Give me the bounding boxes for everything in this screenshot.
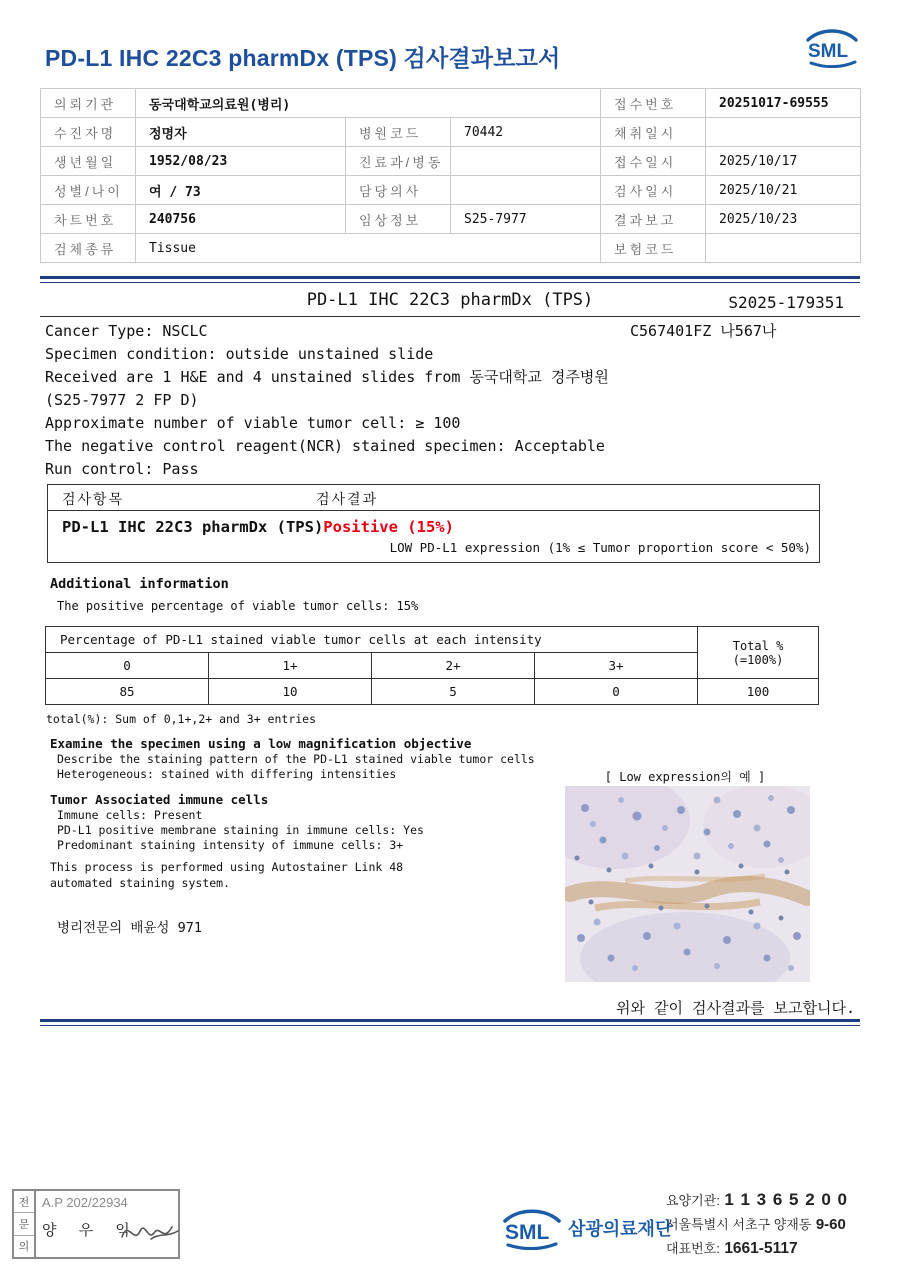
report-line: Approximate number of viable tumor cell: ≥ 100 xyxy=(45,414,461,432)
sml-logo-text: SML xyxy=(808,41,849,62)
info-row xyxy=(41,118,861,147)
immune-line: Predominant staining intensity of immune cells: 3+ xyxy=(57,838,404,852)
stamp-body xyxy=(36,1191,178,1257)
specimen-number: S2025-179351 xyxy=(728,293,844,312)
examine-line: Heterogeneous: stained with differing intensities xyxy=(57,767,397,781)
info-value: 2025/10/23 xyxy=(706,205,861,234)
section-title: PD-L1 IHC 22C3 pharmDx (TPS) xyxy=(306,290,594,310)
immune-line: Immune cells: Present xyxy=(57,808,203,822)
info-label: 보험코드 xyxy=(601,234,706,263)
info-row xyxy=(41,147,861,176)
info-label: 검체종류 xyxy=(41,234,136,263)
info-label: 병원코드 xyxy=(346,118,451,147)
image-caption: [ Low expression의 예 ] xyxy=(604,770,766,784)
info-row xyxy=(41,234,861,263)
report-line xyxy=(45,320,860,343)
sml-footer-logo-icon xyxy=(500,1206,564,1250)
intensity-header-row xyxy=(46,627,819,653)
intensity-value: 5 xyxy=(372,679,535,705)
stamp-vertical-label: 전 문 의 xyxy=(14,1191,36,1257)
info-label: 수진자명 xyxy=(41,118,136,147)
intensity-value: 0 xyxy=(535,679,698,705)
intensity-value: 10 xyxy=(209,679,372,705)
report-line: The negative control reagent(NCR) stained specimen: Acceptable xyxy=(45,437,605,455)
info-label: 채취일시 xyxy=(601,118,706,147)
intensity-header: Percentage of PD-L1 stained viable tumor cells at each intensity xyxy=(46,627,698,653)
phone-number: 1661-5117 xyxy=(724,1240,798,1257)
immune-line: PD-L1 positive membrane staining in immune cells: Yes xyxy=(57,823,424,837)
intensity-scale: 3+ xyxy=(535,653,698,679)
info-value: 70442 xyxy=(451,118,601,147)
info-row xyxy=(41,205,861,234)
report-line: (S25-7977 2 FP D) xyxy=(45,391,199,409)
info-value: Tissue xyxy=(136,234,601,263)
cancer-type: Cancer Type: NSCLC xyxy=(45,322,208,340)
total-header: Total % (=100%) xyxy=(698,627,819,679)
page-title: PD-L1 IHC 22C3 pharmDx (TPS) 검사결과보고서 xyxy=(45,45,561,71)
info-label: 성별/나이 xyxy=(41,176,136,205)
info-label: 검사일시 xyxy=(601,176,706,205)
test-name: PD-L1 IHC 22C3 pharmDx (TPS) xyxy=(62,518,324,536)
info-label: 접수번호 xyxy=(601,89,706,118)
info-value: 정명자 xyxy=(136,118,346,147)
sml-footer-logo-text: SML xyxy=(505,1221,550,1244)
phone-row xyxy=(666,1238,886,1258)
info-value: 동국대학교의료원(병리) xyxy=(136,89,601,118)
info-value: 1952/08/23 xyxy=(136,147,346,176)
pathologist-stamp xyxy=(12,1189,180,1259)
closing-statement: 위와 같이 검사결과를 보고합니다. xyxy=(616,999,855,1017)
info-value: S25-7977 xyxy=(451,205,601,234)
section-header xyxy=(40,290,860,317)
process-line: This process is performed using Autostainer Link 48 xyxy=(50,860,404,874)
address-number: 9-60 xyxy=(815,1216,846,1233)
patient-info-table xyxy=(40,88,861,263)
org-label: 요양기관: xyxy=(666,1193,720,1208)
info-row xyxy=(41,89,861,118)
intensity-value-row xyxy=(46,679,819,705)
brand-name: 삼광의료재단 xyxy=(568,1219,673,1239)
info-value: 20251017-69555 xyxy=(706,89,861,118)
info-value xyxy=(706,118,861,147)
address-row xyxy=(666,1214,886,1234)
footer-contact xyxy=(666,1190,886,1262)
info-label: 생년월일 xyxy=(41,147,136,176)
info-value xyxy=(451,147,601,176)
result-value: Positive (15%) xyxy=(323,518,454,536)
intensity-scale: 1+ xyxy=(209,653,372,679)
report-line: Run control: Pass xyxy=(45,460,199,478)
intensity-table xyxy=(45,626,819,705)
pathologist-line: 병리전문의 배윤성 971 xyxy=(57,920,202,936)
info-row xyxy=(41,176,861,205)
additional-info-heading: Additional information xyxy=(50,576,229,592)
info-value: 240756 xyxy=(136,205,346,234)
pathologist-name: 양 우 익 xyxy=(42,1222,139,1239)
info-label: 접수일시 xyxy=(601,147,706,176)
result-header-result: 검사결과 xyxy=(316,492,379,508)
info-value: 2025/10/17 xyxy=(706,147,861,176)
result-table-header xyxy=(48,485,819,511)
footer-brand xyxy=(500,1206,672,1250)
result-table xyxy=(47,484,820,563)
sml-logo-icon xyxy=(804,26,860,68)
org-number: 1 1 3 6 5 2 0 0 xyxy=(724,1190,849,1209)
info-label: 결과보고 xyxy=(601,205,706,234)
report-line: Received are 1 H&E and 4 unstained slides from 동국대학교 경주병원 xyxy=(45,368,609,386)
phone-label: 대표번호: xyxy=(666,1241,720,1256)
intensity-value: 85 xyxy=(46,679,209,705)
info-value: 2025/10/21 xyxy=(706,176,861,205)
specimen-details xyxy=(45,320,860,481)
intensity-total-value: 100 xyxy=(698,679,819,705)
additional-info-line: The positive percentage of viable tumor cells: 15% xyxy=(57,599,419,613)
address: 서울특별시 서초구 양재동 xyxy=(666,1217,812,1232)
report-line: Specimen condition: outside unstained slide xyxy=(45,345,434,363)
intensity-scale: 0 xyxy=(46,653,209,679)
result-interpretation: LOW PD-L1 expression (1% ≤ Tumor proportion score < 50%) xyxy=(389,540,811,555)
intensity-scale: 2+ xyxy=(372,653,535,679)
slide-id: C567401FZ 나567나 xyxy=(630,322,777,340)
signature-icon xyxy=(118,1215,182,1249)
info-label: 담당의사 xyxy=(346,176,451,205)
immune-heading: Tumor Associated immune cells xyxy=(50,792,269,807)
result-header-item: 검사항목 xyxy=(62,492,125,508)
intensity-footnote: total(%): Sum of 0,1+,2+ and 3+ entries xyxy=(46,712,317,726)
result-row xyxy=(48,511,819,536)
info-label: 의뢰기관 xyxy=(41,89,136,118)
info-value xyxy=(706,234,861,263)
license-number: A.P 202/22934 xyxy=(42,1195,128,1210)
info-label: 진료과/병동 xyxy=(346,147,451,176)
examine-line: Describe the staining pattern of the PD-L1 stained viable tumor cells xyxy=(57,752,535,766)
org-number-row xyxy=(666,1190,886,1210)
info-value xyxy=(451,176,601,205)
examine-heading: Examine the specimen using a low magnification objective xyxy=(50,736,472,751)
process-line: automated staining system. xyxy=(50,876,231,890)
info-value: 여 / 73 xyxy=(136,176,346,205)
section-divider xyxy=(40,276,860,283)
info-label: 임상정보 xyxy=(346,205,451,234)
histology-image xyxy=(565,786,810,982)
info-label: 차트번호 xyxy=(41,205,136,234)
bottom-divider xyxy=(40,1019,860,1026)
